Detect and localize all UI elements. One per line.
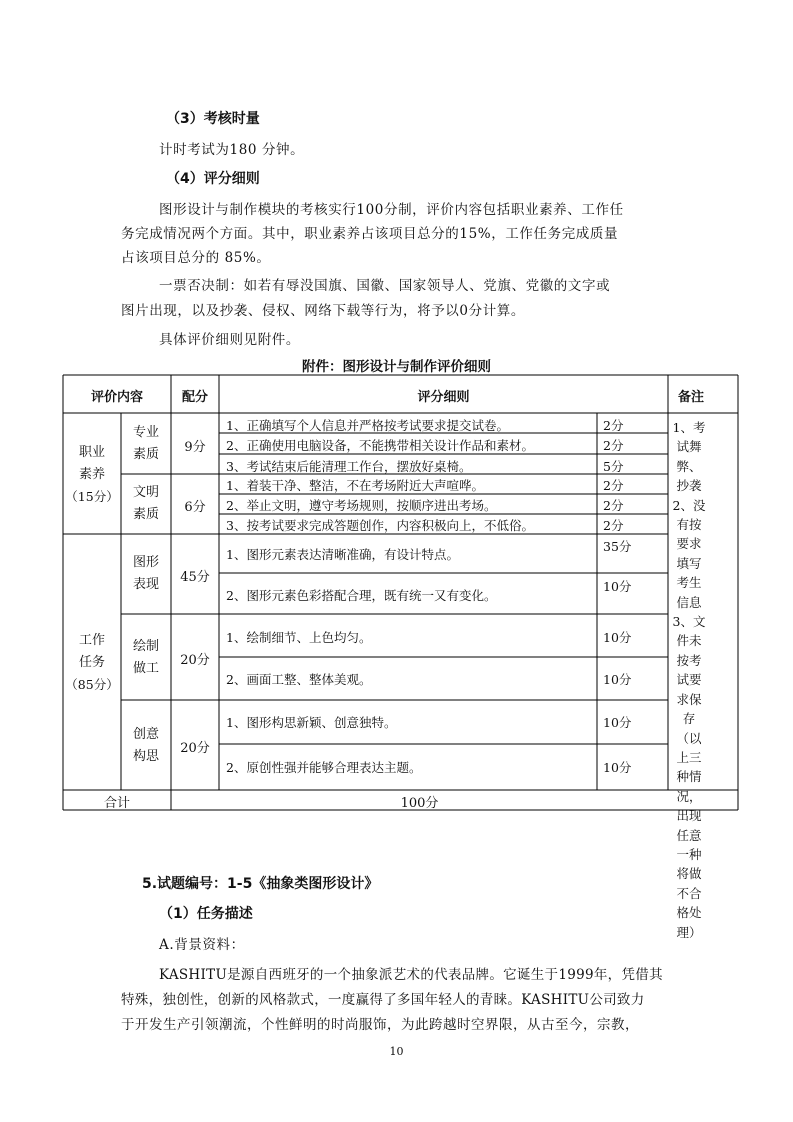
label-line: 工作 bbox=[78, 633, 105, 648]
scoring-para1-line3: 占该项目总分的 85%。 bbox=[121, 250, 271, 266]
page-number: 10 bbox=[389, 1045, 404, 1058]
table-notes: 1、考试舞弊、抄袭2、没有按要求填写考生信息3、文件未按考试要求保存（以上三种情况，出现任意一种将做不合格处理） bbox=[672, 420, 706, 940]
row-points: 10分 bbox=[603, 579, 632, 594]
label-line: 做工 bbox=[132, 661, 159, 676]
table-row: 1、正确填写个人信息并严格按考试要求提交试卷。 bbox=[226, 418, 509, 433]
sub-civilized-quality-label bbox=[121, 482, 171, 526]
total-label: 合计 bbox=[103, 796, 130, 811]
sub-professional-quality-label bbox=[121, 422, 171, 466]
row-points: 35分 bbox=[603, 539, 632, 554]
table-row: 1、图形元素表达清晰准确，有设计特点。 bbox=[226, 547, 459, 562]
label-line: （85分） bbox=[65, 677, 119, 692]
scoring-para1-line2: 务完成情况两个方面。其中，职业素养占该项目总分的15%，工作任务完成质量 bbox=[121, 226, 619, 242]
row-points: 10分 bbox=[603, 630, 632, 645]
see-appendix-text: 具体评价细则见附件。 bbox=[159, 332, 300, 348]
sub-graphic-expression-label bbox=[121, 552, 171, 596]
label-line: 绘制 bbox=[132, 639, 159, 654]
label-line: 任务 bbox=[78, 655, 105, 670]
label-line: 素质 bbox=[132, 447, 159, 462]
label-line: 创意 bbox=[132, 727, 159, 742]
row-points: 10分 bbox=[603, 760, 632, 775]
score-graphic-expression: 45分 bbox=[180, 570, 210, 585]
table-row: 2、原创性强并能够合理表达主题。 bbox=[226, 760, 422, 775]
label-line: 职业 bbox=[78, 445, 105, 460]
task-description-heading: （1）任务描述 bbox=[159, 906, 253, 922]
group-professional-literacy-label bbox=[63, 442, 121, 508]
score-civilized-quality: 6分 bbox=[184, 500, 206, 515]
row-points: 2分 bbox=[603, 478, 624, 493]
row-points: 2分 bbox=[603, 518, 624, 533]
table-row: 1、着装干净、整洁，不在考场附近大声喧哗。 bbox=[226, 478, 484, 493]
table-row: 2、画面工整、整体美观。 bbox=[226, 672, 372, 687]
scoring-para1-line1: 图形设计与制作模块的考核实行100分制，评价内容包括职业素养、工作任 bbox=[159, 202, 624, 218]
label-line: 构思 bbox=[132, 749, 159, 764]
exam-duration-text: 计时考试为180 分钟。 bbox=[159, 142, 305, 158]
label-line: 文明 bbox=[132, 485, 159, 500]
background-line1: KASHITU是源自西班牙的一个抽象派艺术的代表品牌。它诞生于1999年，凭借其 bbox=[159, 967, 663, 983]
label-line: （15分） bbox=[65, 489, 119, 504]
row-points: 2分 bbox=[603, 418, 624, 433]
header-detail: 评分细则 bbox=[417, 390, 470, 405]
table-row: 1、绘制细节、上色均匀。 bbox=[226, 630, 372, 645]
row-points: 2分 bbox=[603, 438, 624, 453]
label-line: 专业 bbox=[132, 425, 159, 440]
table-row: 3、按考试要求完成答题创作，内容积极向上，不低俗。 bbox=[226, 518, 534, 533]
label-line: 图形 bbox=[132, 555, 159, 570]
row-points: 10分 bbox=[603, 672, 632, 687]
table-row: 2、举止文明，遵守考场规则，按顺序进出考场。 bbox=[226, 498, 497, 513]
table-row: 3、考试结束后能清理工作台，摆放好桌椅。 bbox=[226, 459, 472, 474]
label-line: 素养 bbox=[78, 467, 105, 482]
table-row: 2、正确使用电脑设备，不能携带相关设计作品和素材。 bbox=[226, 438, 534, 453]
row-points: 10分 bbox=[603, 715, 632, 730]
label-line: 素质 bbox=[132, 507, 159, 522]
total-value: 100分 bbox=[400, 796, 439, 811]
section-heading-scoring-rules: （4）评分细则 bbox=[166, 171, 260, 187]
row-points: 2分 bbox=[603, 498, 624, 513]
background-line2: 特殊，独创性，创新的风格款式，一度赢得了多国年轻人的青睐。KASHITU公司致力 bbox=[121, 992, 645, 1008]
header-content: 评价内容 bbox=[90, 390, 143, 405]
score-drawing-workmanship: 20分 bbox=[180, 653, 210, 668]
table-caption: 附件：图形设计与制作评价细则 bbox=[302, 359, 491, 375]
header-note: 备注 bbox=[678, 390, 705, 405]
row-points: 5分 bbox=[603, 459, 624, 474]
score-creative-concept: 20分 bbox=[180, 741, 210, 756]
label-line: 表现 bbox=[132, 577, 159, 592]
sub-drawing-workmanship-label bbox=[121, 636, 171, 680]
table-row: 2、图形元素色彩搭配合理，既有统一又有变化。 bbox=[226, 588, 497, 603]
veto-para-line2: 图片出现，以及抄袭、侵权、网络下载等行为，将予以0分计算。 bbox=[121, 303, 525, 319]
score-professional-quality: 9分 bbox=[184, 440, 206, 455]
section-heading-exam-duration: （3）考核时量 bbox=[166, 111, 260, 127]
veto-para-line1: 一票否决制：如若有辱没国旗、国徽、国家领导人、党旗、党徽的文字或 bbox=[159, 278, 611, 294]
header-score: 配分 bbox=[181, 390, 208, 405]
background-label: A.背景资料： bbox=[159, 937, 245, 953]
background-line3: 于开发生产引领潮流，个性鲜明的时尚服饰，为此跨越时空界限，从古至今，宗教， bbox=[121, 1017, 639, 1033]
group-work-task-label bbox=[63, 630, 121, 696]
question-5-heading: 5.试题编号：1-5《抽象类图形设计》 bbox=[142, 876, 379, 892]
sub-creative-concept-label bbox=[121, 724, 171, 768]
table-row: 1、图形构思新颖、创意独特。 bbox=[226, 715, 397, 730]
